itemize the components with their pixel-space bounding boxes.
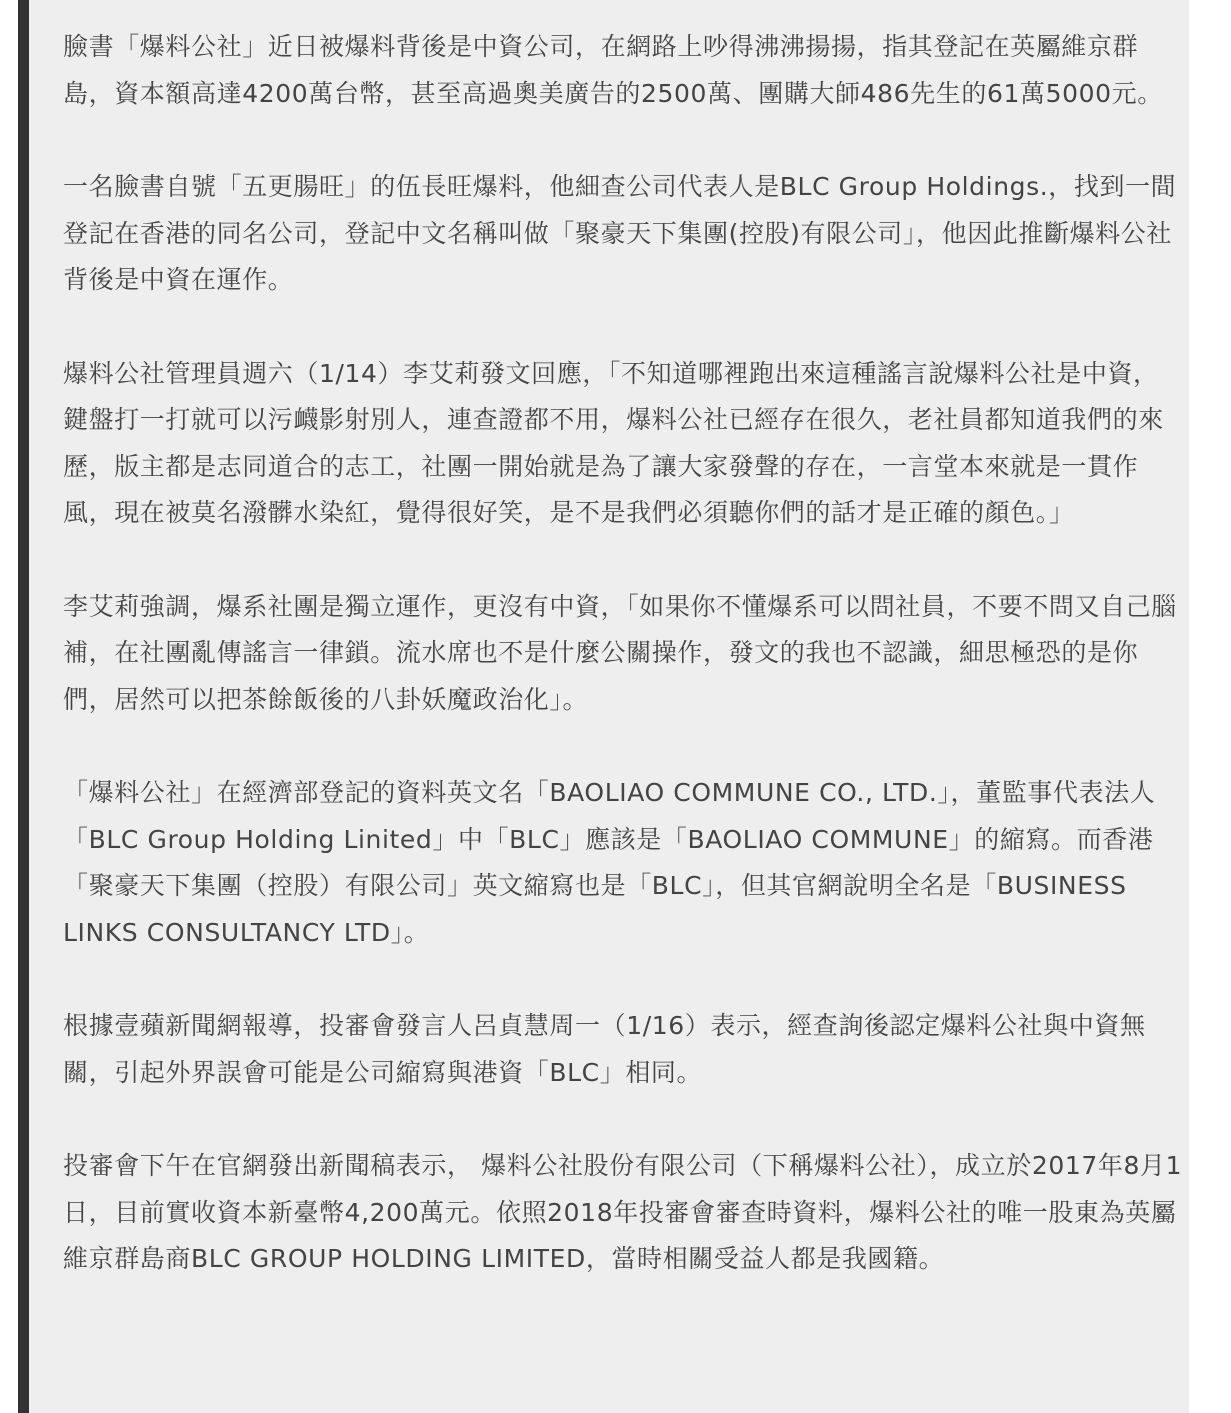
blockquote <box>18 0 1189 1413</box>
paragraph: 李艾莉強調，爆系社團是獨立運作，更沒有中資，「如果你不懂爆系可以問社員，不要不問又自己腦補，在社團亂傳謠言一律鎖。流水席也不是什麼公關操作，發文的我也不認識，細思極恐的是你們，居然可以把茶餘飯後的八卦妖魔政治化」。 <box>63 591 1177 714</box>
paragraph: 投審會下午在官網發出新聞稿表示， 爆料公社股份有限公司（下稱爆料公社），成立於2017年8月1日，目前實收資本新臺幣4,200萬元。依照2018年投審會審查時資料，爆料公社的唯一股東為英屬維京群島商BLC GROUP HOLDING LIMITED，當時相關受益人都是我國籍。 <box>63 1151 1183 1273</box>
paragraph: 一名臉書自號「五更腸旺」的伍長旺爆料，他細查公司代表人是BLC Group Holdings.，找到一間登記在香港的同名公司，登記中文名稱叫做「聚豪天下集團(控股)有限公司」，他因此推斷爆料公社背後是中資在運作。 <box>63 172 1177 294</box>
article-body <box>63 24 1183 1330</box>
paragraph: 「爆料公社」在經濟部登記的資料英文名「BAOLIAO COMMUNE CO., LTD.」，董監事代表法人「BLC Group Holding Linited」中「BLC」應該是「BAOLIAO COMMUNE」的縮寫。而香港「聚豪天下集團（控股）有限公司」英文縮寫也是「BLC」，但其官網說明全名是「BUSINESS LINKS CONSULTANCY LTD」。 <box>63 778 1156 947</box>
paragraph: 臉書「爆料公社」近日被爆料背後是中資公司，在網路上吵得沸沸揚揚，指其登記在英屬維京群島，資本額高達4200萬台幣，甚至高過奧美廣告的2500萬、團購大師486先生的61萬5000元。 <box>63 32 1163 108</box>
paragraph: 根據壹蘋新聞網報導，投審會發言人呂貞慧周一（1/16）表示，經查詢後認定爆料公社與中資無關，引起外界誤會可能是公司縮寫與港資「BLC」相同。 <box>63 1011 1146 1087</box>
paragraph: 爆料公社管理員週六（1/14）李艾莉發文回應，「不知道哪裡跑出來這種謠言說爆料公社是中資，鍵盤打一打就可以污衊影射別人，連查證都不用，爆料公社已經存在很久，老社員都知道我們的來歷，版主都是志同道合的志工，社團一開始就是為了讓大家發聲的存在，一言堂本來就是一貫作風，現在被莫名潑髒水染紅，覺得很好笑，是不是我們必須聽你們的話才是正確的顏色。」 <box>63 358 1164 527</box>
